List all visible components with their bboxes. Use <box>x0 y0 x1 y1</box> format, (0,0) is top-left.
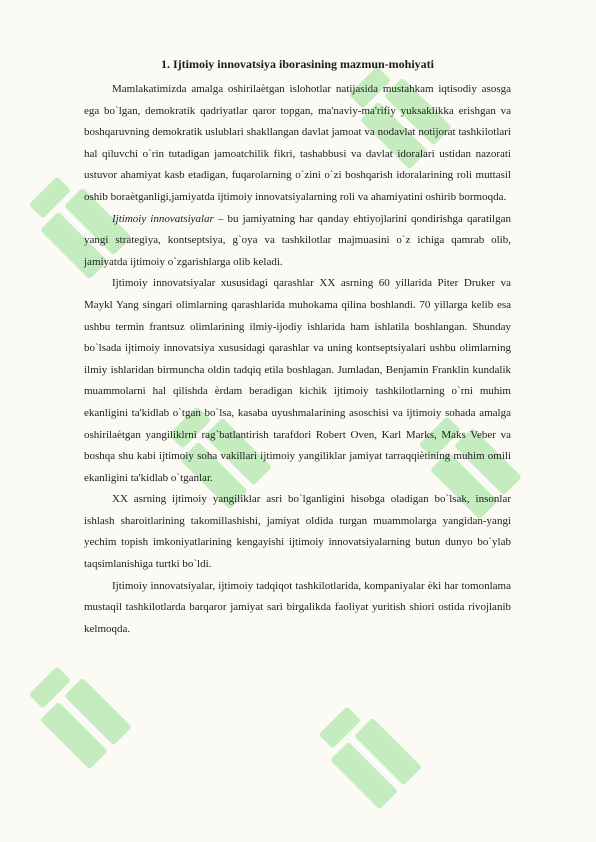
definition-text: – bu jamiyatning har qanday ehtiyojlarini qondirishga qaratilgan yangi strategiya, kontseptsiya, g`oya va tashkilotlar majmuasini o`z ichiga qamrab olib, jamiyatda ijtimoiy o`zgarishlarga olib keladi. <box>84 212 511 268</box>
paragraph-2 <box>84 209 511 274</box>
paragraph-1: Mamlakatimizda amalga oshirilaѐtgan islohotlar natijasida mustahkam iqtisodiy asosga ega bo`lgan, demokratik qadriyatlar qaror topgan, ma'naviy-ma'rifiy yuksaklikka erishgan va boshqaruvning demokratik uslublari shakllangan davlat jamoat va nodavlat notijorat tashkilotlari hal qiluvchi o`rin tutadigan jamoatchilik fikri, tashabbusi va davlat idoralari ustidan nazorati ustuvor ahamiyat kasb etadigan, fuqarolarning o`zini o`zi boshqarish idoralarining roli muttasil oshib boraѐtganligi,jamiyatda ijtimoiy innovatsiyalarning roli va ahamiyatini oshirib bormoqda. <box>84 83 511 203</box>
section-title: 1. Ijtimoiy innovatsiya iborasining mazmun-mohiyati <box>160 57 435 71</box>
document-page <box>84 56 511 640</box>
term-definition: Ijtimoiy innovatsiyalar <box>112 212 214 225</box>
paragraph-5: Ijtimoiy innovatsiyalar, ijtimoiy tadqiqot tashkilotlarida, kompaniyalar ѐki har tomonlama mustaqil tashkilotlarda barqaror jamiyat sari birgalikda faoliyat yuritish shiori ostida rivojlanib kelmoqda. <box>84 579 511 635</box>
watermark-stamp-icon <box>312 699 422 809</box>
watermark-stamp-icon <box>22 659 132 769</box>
paragraph-3: Ijtimoiy innovatsiyalar xususidagi qarashlar XX asrning 60 yillarida Piter Druker va Maykl Yang singari olimlarning qarashlarida muhokama qilina boshlandi. 70 yillarga kelib esa ushbu termin frantsuz olimlarining ilmiy-ijodiy ishlarida ham ishlatila boshlangan. Shunday bo`lsada ijtimoiy innovatsiya xususidagi qarashlar va uning kontseptsiyalari ushbu olimlarning ilmiy ishlaridan birmuncha oldin tadqiq etila boshlagan. Jumladan, Benjamin Franklin kundalik muammolarni hal qilishda ѐrdam beradigan kichik ijtimoiy tashkilotlarning o`rni muhim ekanligini ta'kidlab o`tgan bo`lsa, kasaba uyushmalarining asoschisi va ijtimoiy sohada amalga oshirilaѐtgan yangiliklrni rag`batlantirish tarafdori Robert Oven, Karl Marks, Maks Veber va boshqa shu kabi ijtimoiy soha vakillari ijtimoiy yangiliklar jamiyat tarraqqiѐtining muhim omili ekanligini ta'kidlab o`tganlar. <box>84 277 511 484</box>
paragraph-4: XX asrning ijtimoiy yangiliklar asri bo`lganligini hisobga oladigan bo`lsak, insonlar ishlash sharoitlarining takomillashishi, jamiyat oldida turgan muammolarga yangidan-yangi yechim topish imkoniyatlarining kengayishi ijtimoiy innovatsiyalarning butun dunyo bo`ylab taqsimlanishiga turtki bo`ldi. <box>84 493 511 571</box>
